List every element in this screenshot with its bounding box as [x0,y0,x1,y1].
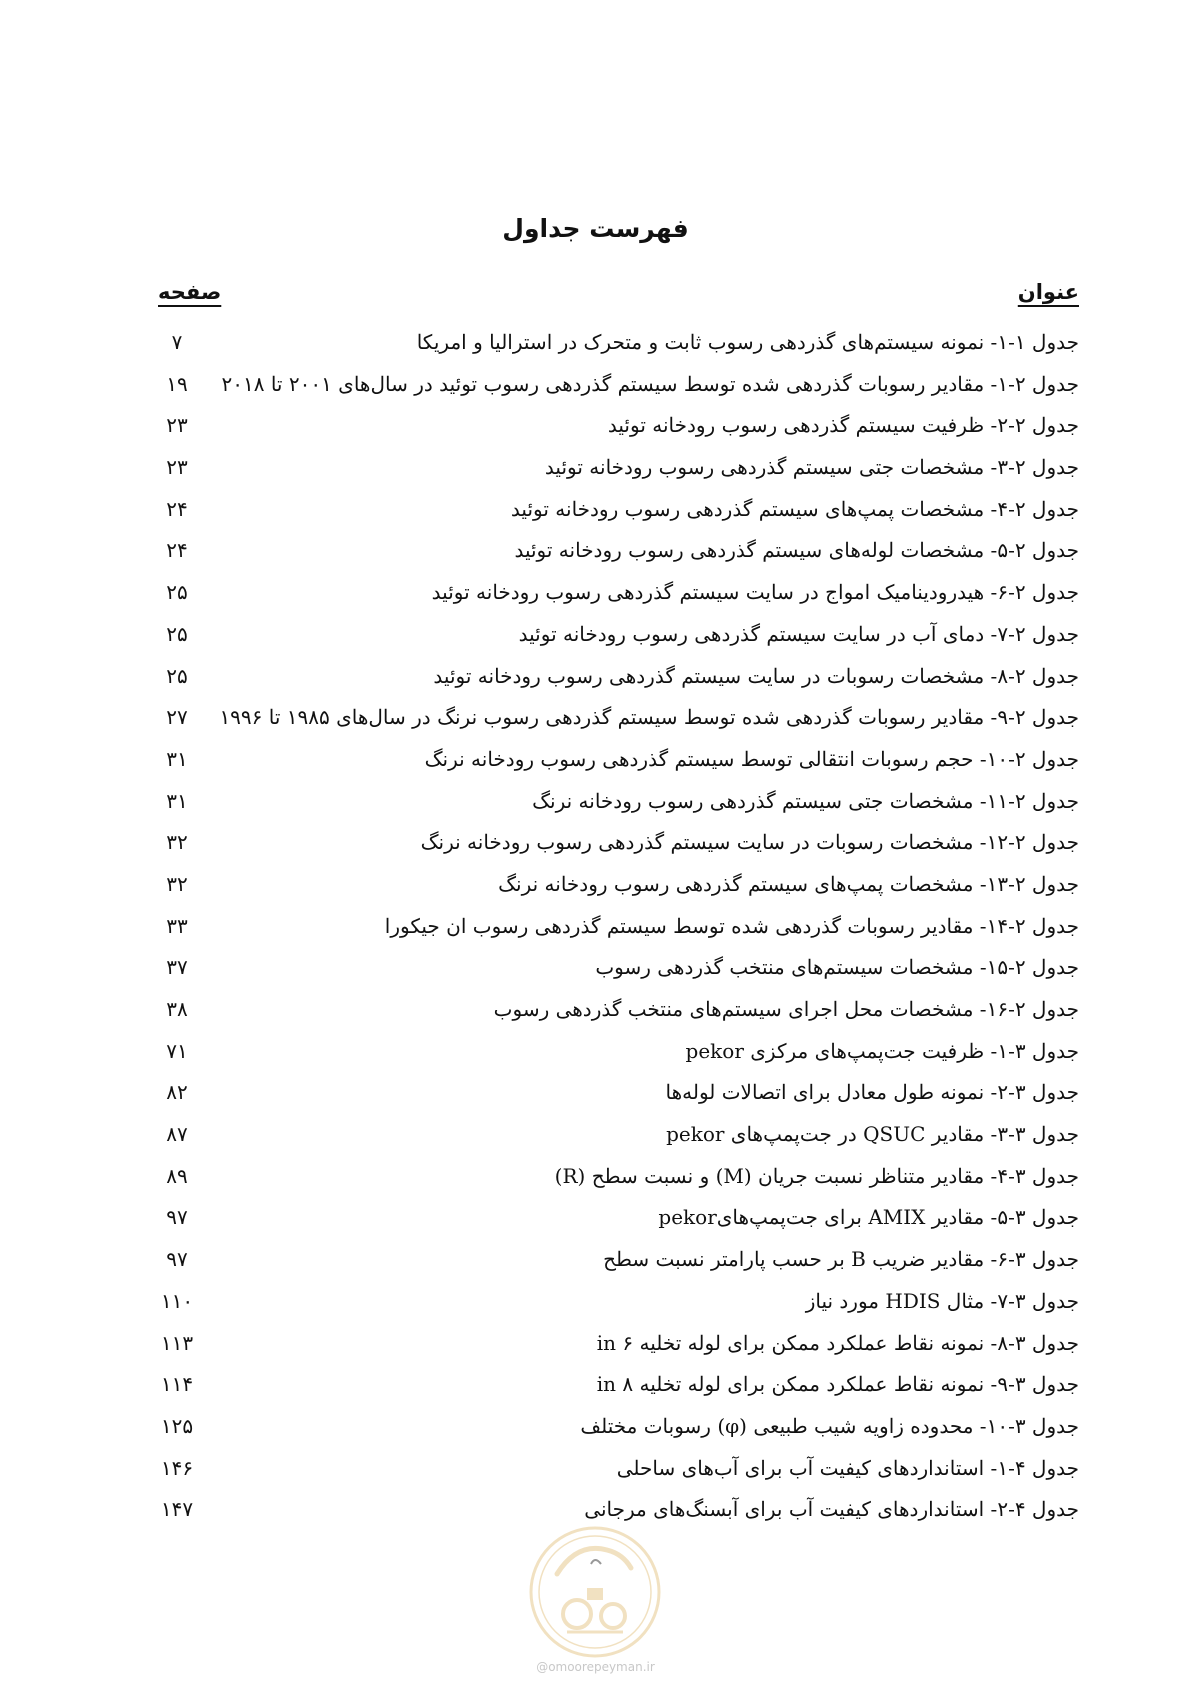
table-entry-page: ۷ [171,330,183,354]
table-entry-page: ۱۱۳ [160,1330,194,1355]
table-entry-page: ۸۷ [166,1122,188,1147]
table-entry-page: ۲۴ [166,538,188,563]
table-entry-page: ۲۳ [166,455,188,480]
table-entry-title: جدول ۲-۱۴- مقادیر رسوبات گذردهی شده توسط سیستم گذردهی رسوب ان جیکورا [384,913,1079,938]
table-entry-title: جدول ۲-۳- مشخصات جتی سیستم گذردهی رسوب رودخانه توئید [544,455,1079,480]
table-entry-page: ۱۱۰ [160,1288,194,1313]
list-item [150,1323,1079,1365]
table-entry-title: جدول ۲-۵- مشخصات لوله‌های سیستم گذردهی رسوب رودخانه توئید [514,538,1079,563]
table-entry-title: جدول ۳-۹- نمونه نقاط عملکرد ممکن برای لوله تخلیه ۸ in [596,1372,1079,1397]
list-item [150,822,1079,864]
page-column-header: صفحه [158,280,222,304]
table-entry-title: جدول ۳-۴- مقادیر متناظر نسبت جریان (M) و نسبت سطح (R) [554,1163,1079,1188]
table-entry-page: ۲۵ [166,621,188,646]
list-item [150,1239,1079,1281]
table-entry-title: جدول ۴-۲- استانداردهای کیفیت آب برای آبسنگ‌های مرجانی [584,1497,1079,1522]
list-item [150,1281,1079,1323]
list-item [150,697,1079,739]
table-entry-page: ۳۳ [166,913,188,938]
table-entry-page: ۲۳ [166,413,188,438]
table-entry-page: ۱۴۶ [160,1455,194,1480]
table-entry-title: جدول ۲-۱۶- مشخصات محل اجرای سیستم‌های منتخب گذردهی رسوب [493,997,1079,1021]
table-entry-title: جدول ۲-۱۳- مشخصات پمپ‌های سیستم گذردهی رسوب رودخانه نرنگ [498,871,1079,896]
list-item [150,1448,1079,1490]
list-item [150,739,1079,781]
table-entry-page: ۷۱ [166,1038,188,1063]
list-item [150,989,1079,1031]
watermark-text: @omoorepeyman.ir [536,1660,655,1674]
table-entry-page: ۲۵ [166,580,188,605]
list-item [150,1197,1079,1239]
list-item [150,947,1079,989]
title-column-header: عنوان [1017,280,1079,304]
table-entry-page: ۸۹ [166,1163,188,1188]
table-entry-title: جدول ۲-۴- مشخصات پمپ‌های سیستم گذردهی رسوب رودخانه توئید [510,496,1079,521]
table-entry-title: جدول ۳-۶- مقادیر ضریب B بر حسب پارامتر نسبت سطح [603,1247,1079,1272]
table-entry-page: ۳۱ [166,746,188,771]
table-entry-page: ۳۱ [166,788,188,813]
list-item [150,656,1079,698]
table-entry-title: جدول ۳-۵- مقادیر AMIX برای جت‌پمپ‌هایpekor [658,1205,1079,1230]
table-entry-title: جدول ۳-۳- مقادیر QSUC در جت‌پمپ‌های pekor [666,1122,1079,1147]
table-entry-page: ۸۲ [166,1080,188,1105]
table-entry-title: جدول ۳-۱۰- محدوده زاویه شیب طبیعی (φ) رسوبات مختلف [580,1413,1079,1438]
table-entry-page: ۹۷ [166,1205,188,1230]
watermark-seal-icon [527,1524,663,1660]
list-item [150,447,1079,489]
table-entry-page: ۳۲ [166,830,188,855]
table-entry-title: جدول ۱-۱- نمونه سیستم‌های گذردهی رسوب ثابت و متحرک در استرالیا و امریکا [416,330,1079,354]
list-item [150,906,1079,948]
list-item [150,1072,1079,1114]
list-item [150,572,1079,614]
table-entry-title: جدول ۴-۱- استانداردهای کیفیت آب برای آب‌های ساحلی [616,1455,1079,1480]
table-entry-title: جدول ۲-۷- دمای آب در سایت سیستم گذردهی رسوب رودخانه توئید [518,621,1079,646]
table-entry-title: جدول ۳-۷- مثال HDIS مورد نیاز [805,1288,1079,1313]
table-entry-page: ۱۹ [166,371,188,396]
table-entry-page: ۳۸ [166,997,188,1021]
table-entry-title: جدول ۲-۱۱- مشخصات جتی سیستم گذردهی رسوب رودخانه نرنگ [532,788,1079,813]
table-entry-title: جدول ۳-۲- نمونه طول معادل برای اتصالات لوله‌ها [665,1080,1079,1105]
table-entry-title: جدول ۲-۸- مشخصات رسوبات در سایت سیستم گذردهی رسوب رودخانه توئید [433,663,1079,688]
table-entry-title: جدول ۲-۹- مقادیر رسوبات گذردهی شده توسط سیستم گذردهی رسوب نرنگ در سال‌های ۱۹۸۵ تا ۱۹۹۶ [219,705,1079,730]
table-entry-page: ۳۷ [166,955,188,980]
table-entry-page: ۲۵ [166,663,188,688]
table-entry-title: جدول ۲-۶- هیدرودینامیک امواج در سایت سیستم گذردهی رسوب رودخانه توئید [431,580,1079,605]
table-entry-page: ۳۲ [166,871,188,896]
list-item [150,530,1079,572]
list-item [150,864,1079,906]
list-item [150,364,1079,406]
table-entry-title: جدول ۳-۸- نمونه نقاط عملکرد ممکن برای لوله تخلیه ۶ in [596,1330,1079,1355]
table-entry-page: ۱۲۵ [160,1413,194,1438]
table-list [150,322,1079,1531]
table-entry-page: ۲۷ [166,705,188,730]
list-item [150,1031,1079,1073]
table-entry-page: ۹۷ [166,1247,188,1272]
table-entry-page: ۲۴ [166,496,188,521]
table-entry-page: ۱۱۴ [160,1372,194,1397]
list-item [150,614,1079,656]
table-entry-title: جدول ۲-۲- ظرفیت سیستم گذردهی رسوب رودخانه توئید [607,413,1079,438]
list-item [150,489,1079,531]
list-item [150,322,1079,364]
table-entry-title: جدول ۲-۱۲- مشخصات رسوبات در سایت سیستم گذردهی رسوب رودخانه نرنگ [420,830,1079,855]
list-item [150,1114,1079,1156]
list-item [150,1156,1079,1198]
list-item [150,1406,1079,1448]
list-item [150,781,1079,823]
table-entry-title: جدول ۲-۱- مقادیر رسوبات گذردهی شده توسط سیستم گذردهی رسوب توئید در سال‌های ۲۰۰۱ تا ۲۰۱۸ [221,371,1079,396]
table-entry-title: جدول ۲-۱۰- حجم رسوبات انتقالی توسط سیستم گذردهی رسوب رودخانه نرنگ [424,746,1079,771]
table-entry-page: ۱۴۷ [160,1497,194,1522]
table-entry-title: جدول ۲-۱۵- مشخصات سیستم‌های منتخب گذردهی رسوب [595,955,1079,980]
list-item [150,1364,1079,1406]
list-item [150,405,1079,447]
page-title: فهرست جداول [502,214,689,243]
table-entry-title: جدول ۳-۱- ظرفیت جت‌پمپ‌های مرکزی pekor [685,1038,1079,1063]
